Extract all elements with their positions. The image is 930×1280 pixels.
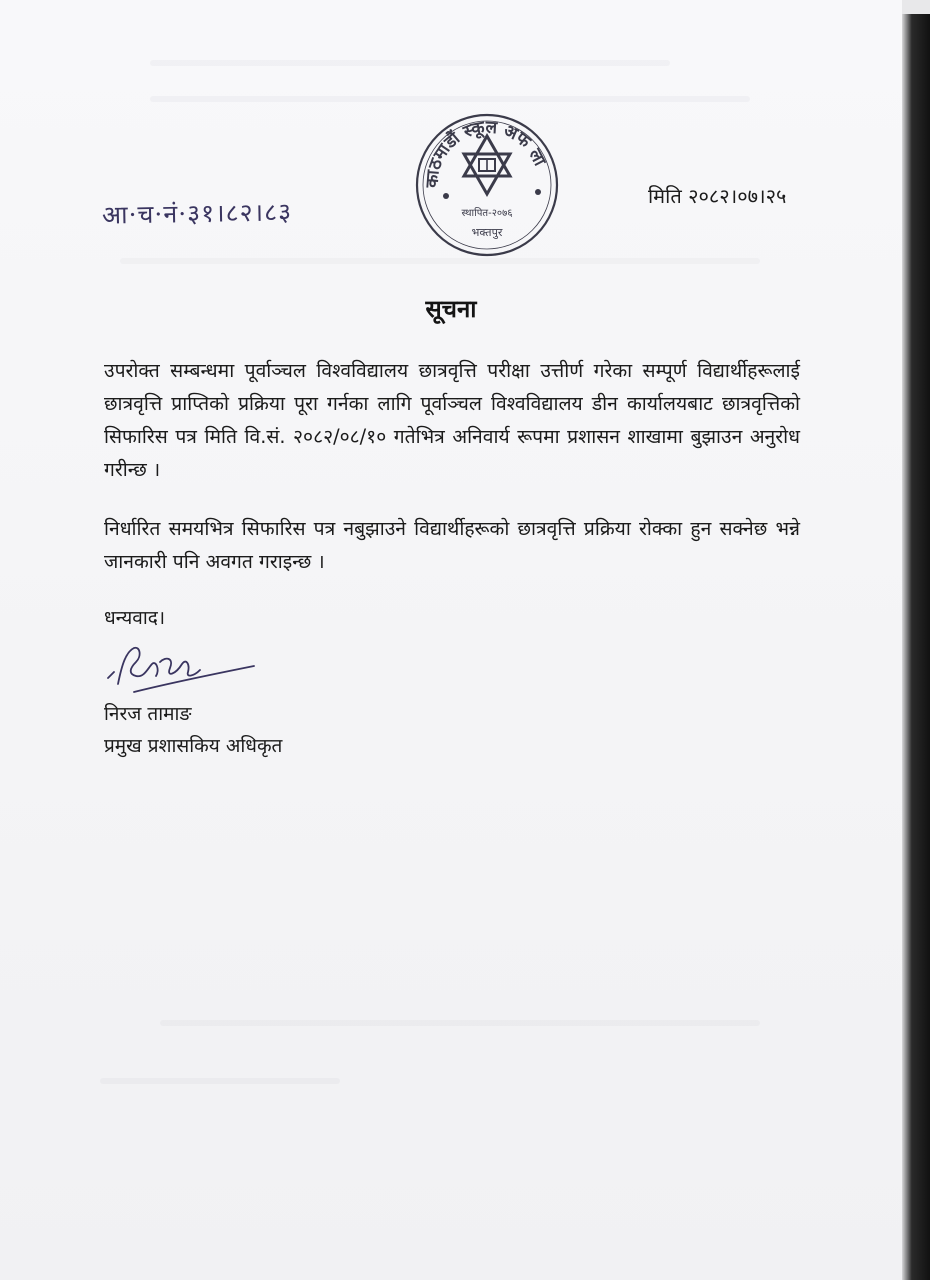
seal-name-text: काठमाडौं स्कूल अफ ला <box>422 117 550 189</box>
reference-number: आ·च·नं·३१।८२।८३ <box>101 197 293 230</box>
notice-title: सूचना <box>425 295 477 323</box>
scan-border-corner <box>902 0 930 14</box>
show-through-line <box>100 1078 340 1084</box>
seal-location-text: भक्तपुर <box>471 226 503 239</box>
show-through-line <box>120 258 760 264</box>
show-through-line <box>150 96 750 102</box>
notice-paragraph: उपरोक्त सम्बन्धमा पूर्वाञ्चल विश्वविद्यालय छात्रवृत्ति परीक्षा उत्तीर्ण गरेका सम्पूर्ण विद्यार्थीहरूलाई छात्रवृत्ति प्राप्तिको प्रक्रिया पूरा गर्नका लागि पूर्वाञ्चल विश्वविद्यालय डीन कार्यालयबाट छात्रवृत्तिको सिफारिस पत्र मिति वि.सं. २०८२/०८/१० गतेभित्र अनिवार्य रूपमा प्रशासन शाखामा बुझाउन अनुरोध गरीन्छ । <box>104 359 800 481</box>
show-through-line <box>150 60 670 66</box>
school-seal <box>414 112 560 258</box>
show-through-line <box>160 1020 760 1026</box>
notice-date: मिति २०८२।०७।२५ <box>648 184 787 208</box>
signer-title: प्रमुख प्रशासकिय अधिकृत <box>104 735 283 757</box>
closing-text: धन्यवाद। <box>104 607 166 629</box>
seal-established-text: स्थापित-२०७६ <box>461 208 513 219</box>
signature-icon <box>104 634 264 694</box>
signer-name: निरज तामाङ <box>104 703 192 725</box>
notice-paragraph: निर्धारित समयभित्र सिफारिस पत्र नबुझाउने विद्यार्थीहरूको छात्रवृत्ति प्रक्रिया रोक्का हुन सक्नेछ भन्ने जानकारी पनि अवगत गराइन्छ । <box>104 517 800 573</box>
scan-border <box>902 0 930 1280</box>
seal-stamp-icon <box>414 112 560 258</box>
